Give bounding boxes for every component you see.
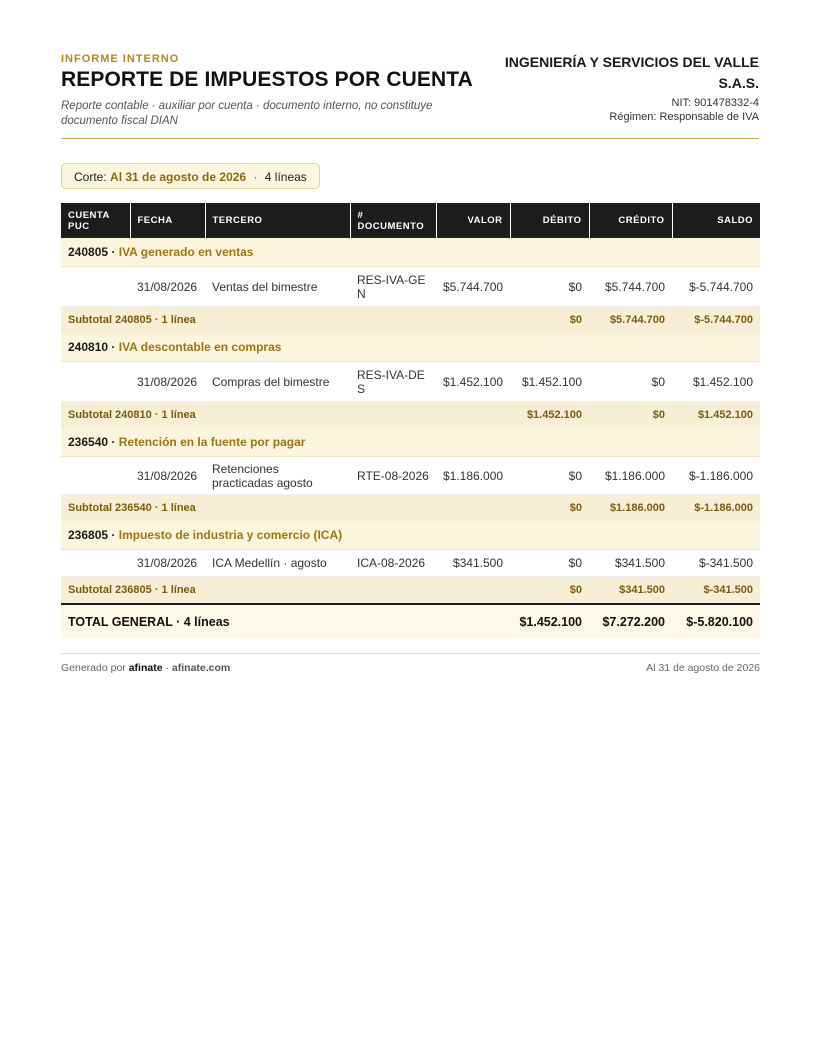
column-header-documento: # DOCUMENTO [350,203,436,238]
account-name: IVA descontable en compras [118,340,282,354]
subtotal-credit: $5.744.700 [589,307,672,334]
column-header-debito: DÉBITO [510,203,589,238]
subtotal-balance: $1.452.100 [672,402,760,429]
cell-debit: $0 [510,550,589,577]
account-group-title [61,428,760,457]
footer-generated [61,662,230,674]
subtotal-row [61,402,760,429]
grand-total-credit: $7.272.200 [589,604,672,639]
subtotal-debit: $0 [510,307,589,334]
cell-account [61,362,130,402]
cell-account [61,457,130,495]
cell-debit: $0 [510,267,589,307]
company-regimen: Régimen: Responsable de IVA [609,111,759,123]
cell-value: $5.744.700 [436,267,510,307]
grand-total-label: TOTAL GENERAL · 4 líneas [61,604,510,639]
column-header-credito: CRÉDITO [589,203,672,238]
subtotal-row [61,495,760,522]
cell-balance: $1.452.100 [672,362,760,402]
account-separator: · [111,245,116,259]
subtotal-credit: $0 [589,402,672,429]
cell-value: $341.500 [436,550,510,577]
account-separator: · [111,340,116,354]
report-eyebrow: INFORME INTERNO [61,53,180,65]
cell-credit: $1.186.000 [589,457,672,495]
column-header-valor: VALOR [436,203,510,238]
cell-document: RES-IVA-GEN [350,267,436,307]
account-group-row [61,238,760,267]
footer-site: afinate.com [171,662,231,674]
account-separator: · [111,528,116,542]
cell-credit: $5.744.700 [589,267,672,307]
subtotal-debit: $0 [510,495,589,522]
subtotal-debit: $0 [510,577,589,605]
cell-debit: $1.452.100 [510,362,589,402]
grand-total-row [61,604,760,639]
column-header-cuenta: CUENTA PUC [61,203,130,238]
company-name: INGENIERÍA Y SERVICIOS DEL VALLE S.A.S. [504,54,759,91]
cell-document: ICA-08-2026 [350,550,436,577]
grand-total-balance: $-5.820.100 [672,604,760,639]
cell-credit: $0 [589,362,672,402]
footer-brand: afinate [128,662,163,674]
cell-balance: $-1.186.000 [672,457,760,495]
account-group-row [61,428,760,457]
subtotal-balance: $-341.500 [672,577,760,605]
cell-document: RTE-08-2026 [350,457,436,495]
cell-third-party: Compras del bimestre [205,362,350,402]
account-group-title [61,333,760,362]
page-title: REPORTE DE IMPUESTOS POR CUENTA [61,68,473,91]
cutoff-line-count: 4 líneas [264,170,307,184]
account-separator: · [111,435,116,449]
account-group-row [61,521,760,550]
account-name: Impuesto de industria y comercio (ICA) [118,528,343,542]
cutoff-date: Al 31 de agosto de 2026 [110,170,247,184]
cell-document: RES-IVA-DES [350,362,436,402]
cell-value: $1.186.000 [436,457,510,495]
subtotal-balance: $-5.744.700 [672,307,760,334]
footer-generated-label: Generado por [61,662,126,674]
report-header [61,0,759,139]
cutoff-badge [61,163,320,189]
subtotal-credit: $341.500 [589,577,672,605]
table-row [61,362,760,402]
subtotal-row [61,307,760,334]
footer-separator: · [165,662,169,674]
subtotal-label: Subtotal 236805 · 1 línea [61,577,510,605]
cell-third-party: ICA Medellín · agosto [205,550,350,577]
cell-date: 31/08/2026 [130,550,205,577]
cell-balance: $-5.744.700 [672,267,760,307]
cell-credit: $341.500 [589,550,672,577]
cell-debit: $0 [510,457,589,495]
subtotal-balance: $-1.186.000 [672,495,760,522]
cell-value: $1.452.100 [436,362,510,402]
subtotal-label: Subtotal 236540 · 1 línea [61,495,510,522]
account-name: IVA generado en ventas [118,245,254,259]
tax-report-table [61,203,760,639]
account-name: Retención en la fuente por pagar [118,435,306,449]
cutoff-separator: · [253,170,258,184]
column-header-fecha: FECHA [130,203,205,238]
cell-account [61,267,130,307]
cell-third-party: Ventas del bimestre [205,267,350,307]
subtotal-row [61,577,760,605]
subtotal-debit: $1.452.100 [510,402,589,429]
account-group-title [61,521,760,550]
report-subtitle: Reporte contable · auxiliar por cuenta · documento interno, no constituye documento fiscal DIAN [61,100,433,127]
subtotal-label: Subtotal 240805 · 1 línea [61,307,510,334]
account-code: 240810 [68,340,109,354]
footer-date: Al 31 de agosto de 2026 [646,662,760,674]
account-code: 236805 [68,528,109,542]
table-row [61,550,760,577]
account-group-row [61,333,760,362]
account-code: 240805 [68,245,109,259]
cell-date: 31/08/2026 [130,267,205,307]
cell-date: 31/08/2026 [130,362,205,402]
report-footer [61,653,760,684]
cell-balance: $-341.500 [672,550,760,577]
company-nit: NIT: 901478332-4 [671,97,759,109]
account-group-title [61,238,760,267]
subtotal-credit: $1.186.000 [589,495,672,522]
subtotal-label: Subtotal 240810 · 1 línea [61,402,510,429]
table-row [61,457,760,495]
table-header-row [61,203,760,238]
cutoff-label: Corte: [74,170,107,184]
cell-date: 31/08/2026 [130,457,205,495]
cell-third-party: Retenciones practicadas agosto [205,457,350,495]
cell-account [61,550,130,577]
grand-total-debit: $1.452.100 [510,604,589,639]
account-code: 236540 [68,435,109,449]
column-header-saldo: SALDO [672,203,760,238]
column-header-tercero: TERCERO [205,203,350,238]
table-row [61,267,760,307]
